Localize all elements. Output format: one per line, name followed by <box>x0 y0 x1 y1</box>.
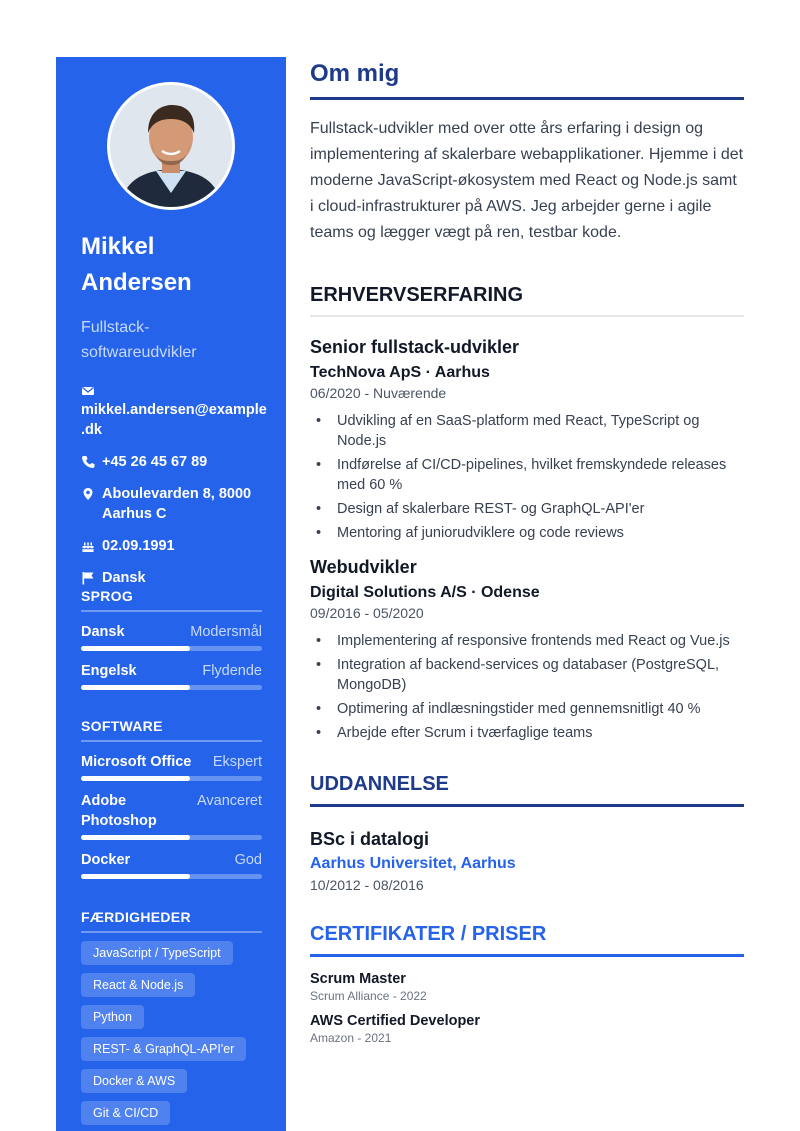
education-school: Aarhus Universitet, Aarhus <box>310 855 516 872</box>
job-bullet-text: Udvikling af en SaaS-platform med React, TypeScript og Node.js <box>337 413 700 449</box>
contact-birthdate <box>81 536 262 556</box>
skill-tag: REST- & GraphQL-API'er <box>81 1037 246 1061</box>
experience-heading: ERHVERVSERFARING <box>310 284 744 317</box>
level-bar-fill <box>81 835 190 840</box>
level-bar-fill <box>81 646 190 651</box>
contact-address <box>81 484 262 524</box>
languages-section <box>81 588 262 690</box>
job-company: TechNova ApS · Aarhus <box>310 364 490 381</box>
job-bullet-text: Integration af backend-services og databaser (PostgreSQL, MongoDB) <box>337 657 720 693</box>
job-bullet: • Implementering af responsive frontends med React og Vue.js <box>310 631 744 651</box>
job-bullet: • Integration af backend-services og databaser (PostgreSQL, MongoDB) <box>310 655 744 695</box>
job-bullet-text: Mentoring af juniorudviklere og code reviews <box>337 525 624 541</box>
language-item <box>81 661 262 690</box>
level-bar-fill <box>81 874 190 879</box>
certificate-name: AWS Certified Developer <box>310 1013 481 1029</box>
level-bar <box>81 835 262 840</box>
certificate-entry <box>310 971 744 1003</box>
profile-photo-frame <box>107 82 235 210</box>
certificate-name: Scrum Master <box>310 971 406 987</box>
education-entry <box>310 829 744 893</box>
email-line: .dk <box>81 422 102 438</box>
job-title <box>81 315 262 365</box>
software-heading: SOFTWARE <box>81 718 262 742</box>
software-item <box>81 850 262 879</box>
sidebar <box>56 57 286 1131</box>
certificates-heading: CERTIFIKATER / PRISER <box>310 923 744 957</box>
education-heading: UDDANNELSE <box>310 773 744 807</box>
job-dates: 06/2020 - Nuværende <box>310 385 447 401</box>
certificate-meta: Amazon - 2021 <box>310 1031 392 1045</box>
job-bullet-text: Optimering af indlæsningstider med gennemsnitligt 40 % <box>337 701 701 717</box>
job-bullet: • Indførelse af CI/CD-pipelines, hvilket fremskyndede releases med 60 % <box>310 455 744 495</box>
about-heading: Om mig <box>310 57 744 100</box>
birthdate: 02.09.1991 <box>102 538 175 554</box>
language-level: Modersmål <box>190 624 262 640</box>
job-company: Digital Solutions A/S · Odense <box>310 584 540 601</box>
level-bar <box>81 874 262 879</box>
contact-list <box>81 384 267 588</box>
job-title-line: Fullstack- <box>81 319 150 336</box>
email-line: mikkel.andersen@example <box>81 402 267 418</box>
software-name-line: Adobe <box>81 793 127 809</box>
language-level: Flydende <box>202 663 262 679</box>
software-section <box>81 718 262 879</box>
job-bullets <box>310 411 744 543</box>
flag-icon <box>81 571 95 585</box>
level-bar <box>81 646 262 651</box>
language-name: Dansk <box>81 624 125 640</box>
level-bar-fill <box>81 685 190 690</box>
job-bullet: • Design af skalerbare REST- og GraphQL-API'er <box>310 499 744 519</box>
address-line: Aboulevarden 8, 8000 <box>102 486 252 502</box>
software-name <box>81 791 157 831</box>
job-dates: 09/2016 - 05/2020 <box>310 605 424 621</box>
phone-icon <box>81 455 95 469</box>
skill-tag: Git & CI/CD <box>81 1101 170 1125</box>
skill-tags <box>81 941 262 1131</box>
skills-heading: FÆRDIGHEDER <box>81 909 262 933</box>
level-bar-fill <box>81 776 190 781</box>
skills-section <box>81 909 262 1131</box>
job-bullet: • Udvikling af en SaaS-platform med React, TypeScript og Node.js <box>310 411 744 451</box>
certificate-meta: Scrum Alliance - 2022 <box>310 989 427 1003</box>
software-name: Microsoft Office <box>81 754 192 770</box>
location-pin-icon <box>81 487 95 501</box>
skill-tag: Python <box>81 1005 144 1029</box>
languages-heading: SPROG <box>81 588 262 612</box>
job-bullet: • Arbejde efter Scrum i tværfaglige teams <box>310 723 744 743</box>
job-bullets <box>310 631 744 743</box>
certificate-entry <box>310 1013 744 1045</box>
address-line: Aarhus C <box>102 506 167 522</box>
job-entry <box>310 557 744 743</box>
education-dates: 10/2012 - 08/2016 <box>310 877 424 893</box>
about-text: Fullstack-udvikler med over otte års erfaring i design og implementering af skalerbare webapplikationer. Hjemme i det moderne JavaScript-økosystem med React og Node.js samt i cloud-infrastrukturer på AWS. Jeg arbejder gerne i agile teams og lægger vægt på ren, testbar kode. <box>310 120 744 241</box>
job-entry <box>310 337 744 543</box>
job-position: Webudvikler <box>310 557 417 577</box>
software-level: Avanceret <box>196 793 262 809</box>
contact-nationality <box>81 568 262 588</box>
software-name: Docker <box>81 852 131 868</box>
software-level: God <box>234 852 262 868</box>
person-name <box>81 229 262 301</box>
job-position: Senior fullstack-udvikler <box>310 337 520 357</box>
job-bullet: • Optimering af indlæsningstider med gennemsnitligt 40 % <box>310 699 744 719</box>
level-bar <box>81 776 262 781</box>
software-name-line: Photoshop <box>81 813 157 829</box>
job-bullet-text: Implementering af responsive frontends med React og Vue.js <box>337 633 730 649</box>
main-content <box>310 57 744 1045</box>
language-item <box>81 622 262 651</box>
person-name-first: Mikkel <box>81 233 155 260</box>
language-name: Engelsk <box>81 663 137 679</box>
person-name-last: Andersen <box>81 269 192 296</box>
software-level: Ekspert <box>212 754 262 770</box>
birthday-cake-icon <box>81 539 95 553</box>
nationality: Dansk <box>102 570 146 586</box>
skill-tag: React & Node.js <box>81 973 195 997</box>
job-title-line: softwareudvikler <box>81 344 197 361</box>
contact-email[interactable] <box>81 384 267 440</box>
job-bullet-text: Design af skalerbare REST- og GraphQL-API'er <box>337 501 645 517</box>
skill-tag: JavaScript / TypeScript <box>81 941 233 965</box>
skill-tag: Docker & AWS <box>81 1069 187 1093</box>
job-bullet-text: Indførelse af CI/CD-pipelines, hvilket fremskyndede releases med 60 % <box>337 457 727 493</box>
job-bullet: • Mentoring af juniorudviklere og code reviews <box>310 523 744 543</box>
envelope-icon <box>81 384 95 398</box>
phone-number: +45 26 45 67 89 <box>102 454 208 470</box>
level-bar <box>81 685 262 690</box>
software-item <box>81 752 262 781</box>
job-bullet-text: Arbejde efter Scrum i tværfaglige teams <box>337 725 593 741</box>
profile-photo <box>110 85 232 207</box>
contact-phone[interactable] <box>81 452 262 472</box>
software-item <box>81 791 262 840</box>
education-degree: BSc i datalogi <box>310 829 430 849</box>
